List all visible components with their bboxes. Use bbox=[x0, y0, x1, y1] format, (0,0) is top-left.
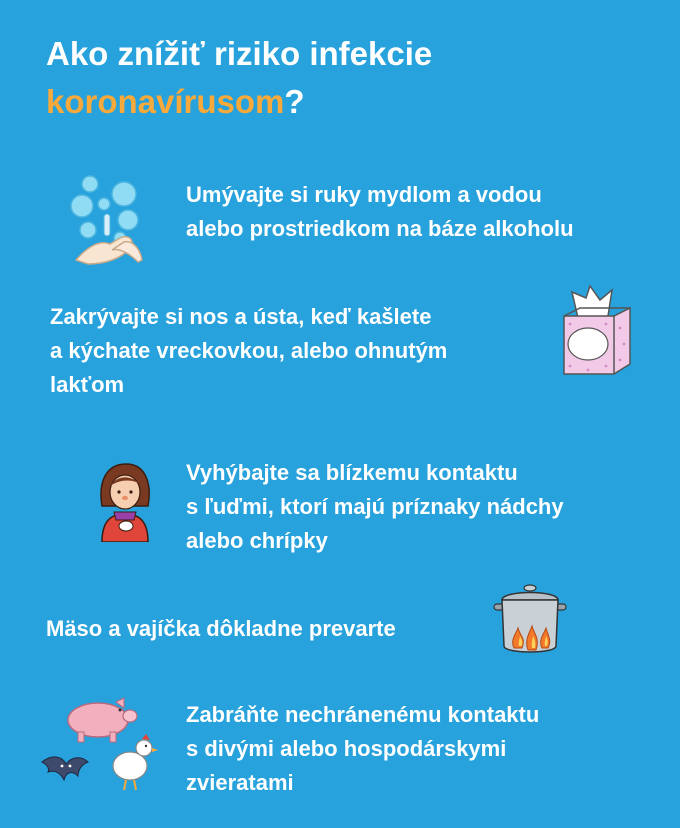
animals-icon bbox=[38, 694, 162, 798]
tip-avoid-contact bbox=[186, 456, 564, 558]
sick-person-icon bbox=[96, 458, 154, 542]
cooking-pot-icon bbox=[490, 580, 570, 660]
title-line-2 bbox=[46, 78, 432, 126]
bat-icon bbox=[42, 757, 88, 780]
tip-5-line-1: Zabráňte nechránenému kontaktu bbox=[186, 702, 540, 727]
tissue-box-icon bbox=[556, 282, 638, 382]
tip-3-line-2: s ľuďmi, ktorí majú príznaky nádchy bbox=[186, 494, 564, 519]
chicken-icon bbox=[113, 734, 158, 790]
pig-icon bbox=[68, 698, 137, 742]
tip-3-line-3: alebo chrípky bbox=[186, 528, 328, 553]
page-title bbox=[46, 30, 432, 126]
handwash-icon bbox=[68, 168, 148, 268]
tip-3-line-1: Vyhýbajte sa blízkemu kontaktu bbox=[186, 460, 518, 485]
title-line-1: Ako znížiť riziko infekcie bbox=[46, 35, 433, 72]
tip-2-line-2: a kýchate vreckovkou, alebo ohnutým bbox=[50, 338, 448, 363]
tip-2-line-3: lakťom bbox=[50, 372, 125, 397]
title-question-mark: ? bbox=[284, 83, 305, 120]
tip-1-line-1: Umývajte si ruky mydlom a vodou bbox=[186, 182, 542, 207]
title-accent: koronavírusom bbox=[46, 83, 285, 120]
tip-cover-cough bbox=[50, 300, 447, 402]
tip-cook-food bbox=[46, 612, 396, 646]
tip-5-line-2: s divými alebo hospodárskymi bbox=[186, 736, 507, 761]
tip-avoid-animals bbox=[186, 698, 539, 800]
tip-5-line-3: zvieratami bbox=[186, 770, 294, 795]
tip-2-line-1: Zakrývajte si nos a ústa, keď kašlete bbox=[50, 304, 432, 329]
tip-1-line-2: alebo prostriedkom na báze alkoholu bbox=[186, 216, 574, 241]
tip-4-line-1: Mäso a vajíčka dôkladne prevarte bbox=[46, 616, 396, 641]
tip-handwashing bbox=[186, 178, 574, 246]
